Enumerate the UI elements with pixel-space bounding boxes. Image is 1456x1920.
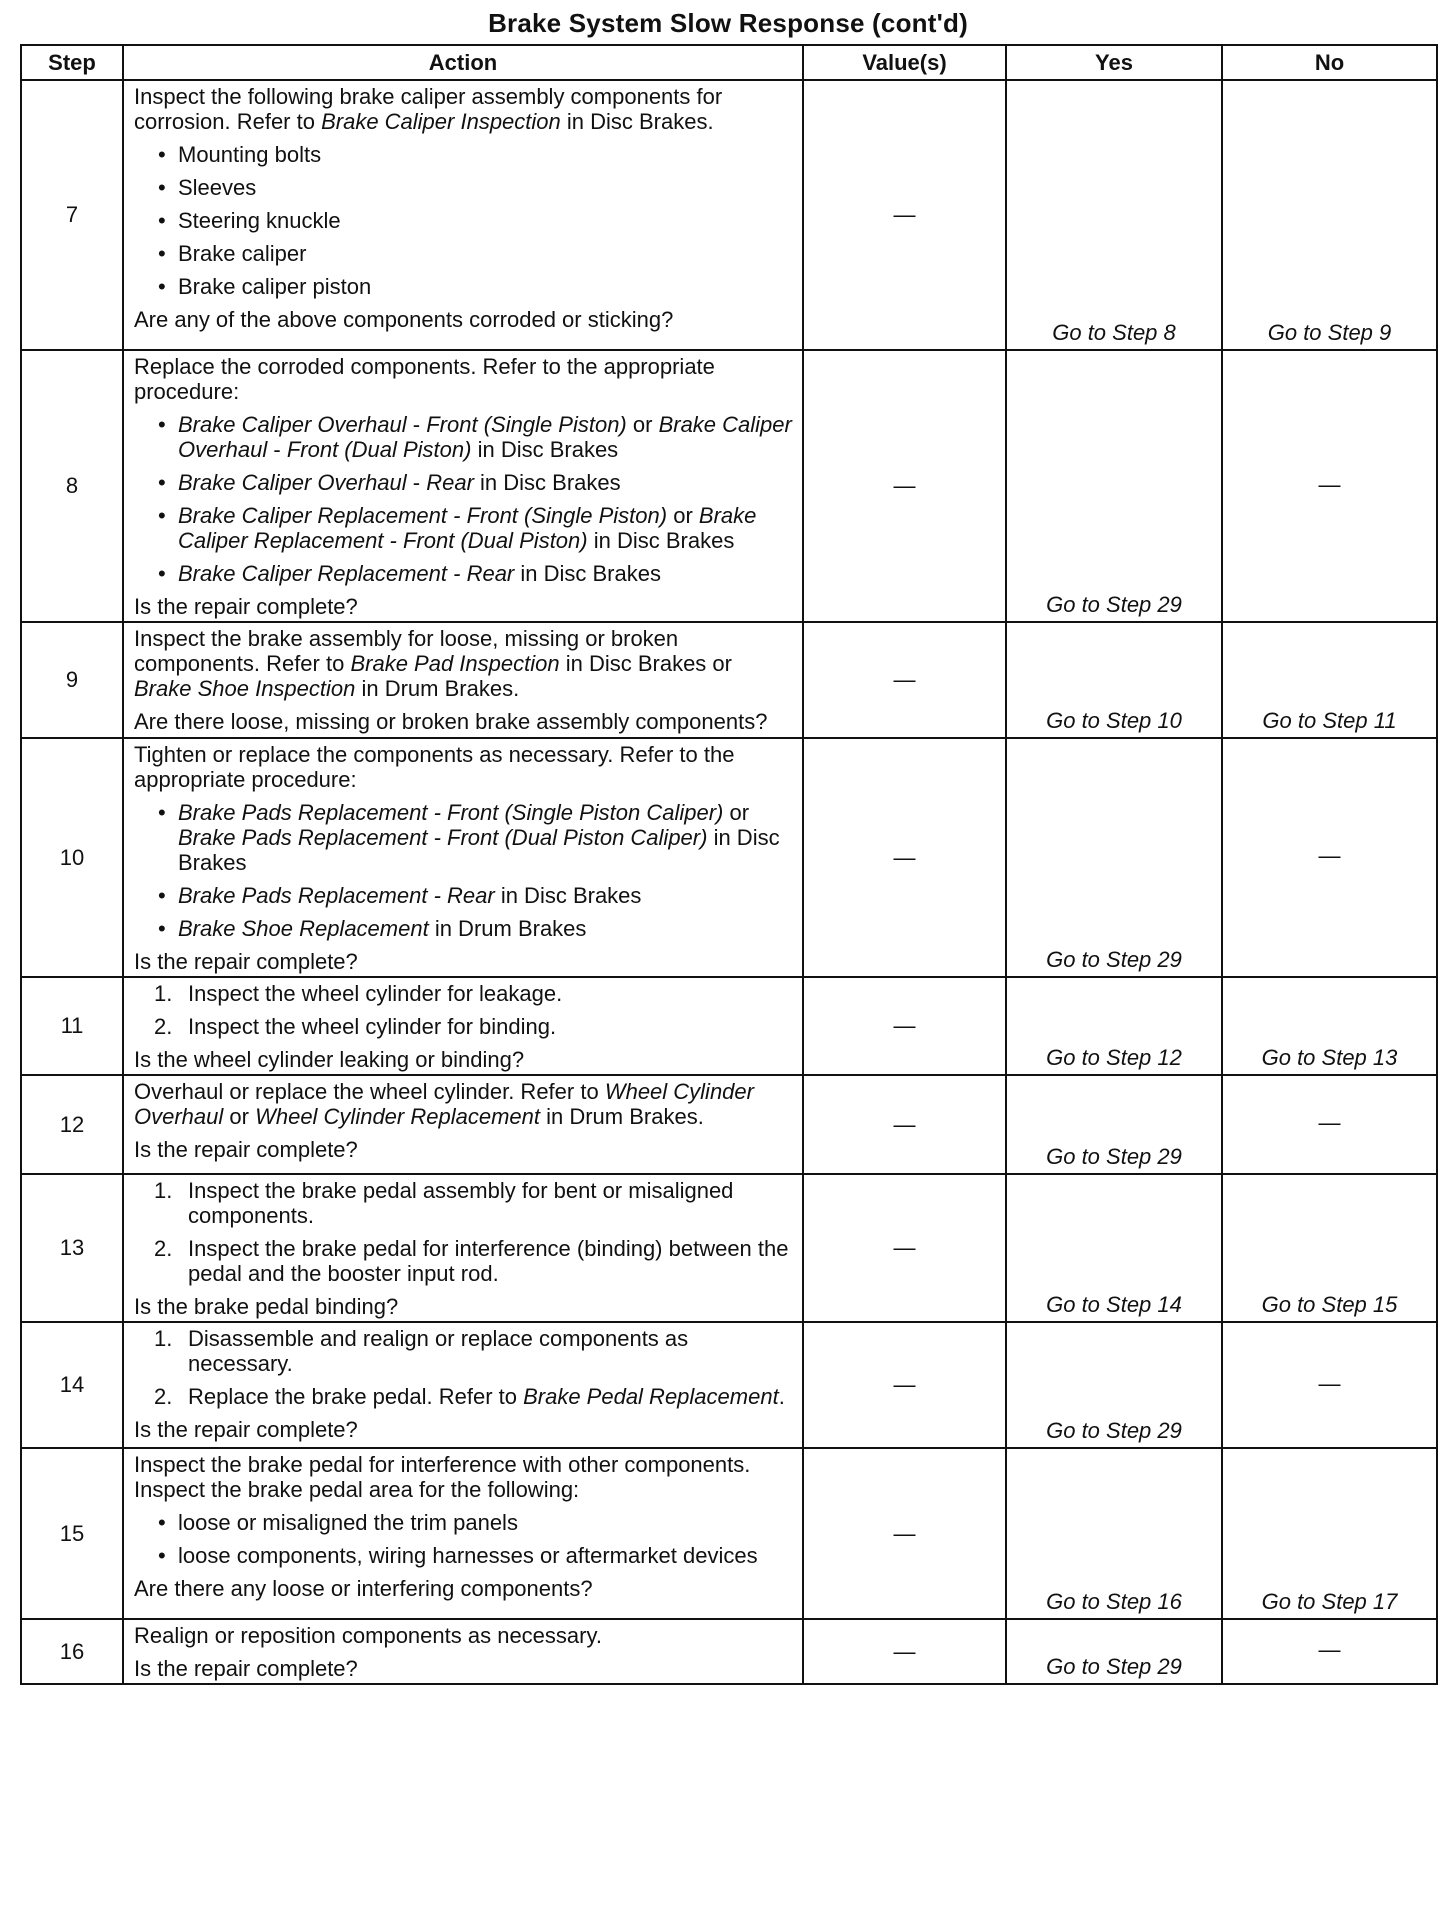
text-run: in Disc Brakes or: [559, 651, 732, 676]
text-run: Inspect the wheel cylinder for leakage.: [188, 981, 563, 1006]
text-run: Inspect the following brake caliper assembly components for corrosion. Refer to: [134, 84, 723, 134]
bullet-item: [134, 208, 794, 233]
action-cell: [123, 1448, 803, 1619]
step-number: 9: [21, 622, 123, 738]
table-row: [21, 738, 1437, 977]
value-cell: —: [803, 1619, 1006, 1684]
numbered-item: [134, 1236, 794, 1286]
action-question: Is the repair complete?: [134, 1656, 358, 1681]
step-number: 15: [21, 1448, 123, 1619]
action-cell: [123, 622, 803, 738]
step-number: 12: [21, 1075, 123, 1174]
item-number: 2.: [154, 1236, 173, 1261]
action-cell: [123, 1075, 803, 1174]
bullet-item: [134, 241, 794, 266]
reference-text: Brake Pads Replacement - Rear: [178, 883, 495, 908]
action-question: Is the repair complete?: [134, 1417, 358, 1442]
text-run: Overhaul or replace the wheel cylinder. Refer to: [134, 1079, 605, 1104]
action-intro: [134, 1079, 794, 1129]
header-yes: Yes: [1006, 45, 1222, 80]
item-number: 2.: [154, 1384, 173, 1409]
action-cell: [123, 1322, 803, 1448]
table-row: [21, 80, 1437, 350]
text-run: Inspect the brake pedal assembly for bent or misaligned components.: [188, 1178, 734, 1228]
action-cell: [123, 977, 803, 1075]
item-number: 1.: [154, 981, 173, 1006]
action-intro: [134, 1452, 794, 1502]
action-cell: [123, 738, 803, 977]
item-number: 1.: [154, 1326, 173, 1351]
text-run: in Disc Brakes: [178, 825, 780, 875]
no-cell: Go to Step 11: [1222, 622, 1437, 738]
step-number: 10: [21, 738, 123, 977]
numbered-item: [134, 1014, 794, 1039]
no-cell: —: [1222, 738, 1437, 977]
value-cell: —: [803, 350, 1006, 622]
text-run: or: [223, 1104, 256, 1129]
no-cell: —: [1222, 1075, 1437, 1174]
bullet-item: [134, 1543, 794, 1568]
value-cell: —: [803, 80, 1006, 350]
action-question: Is the repair complete?: [134, 594, 358, 619]
text-run: -: [267, 437, 287, 462]
text-run: in Disc Brakes: [587, 528, 735, 553]
bullet-list: [134, 142, 794, 299]
value-cell: —: [803, 977, 1006, 1075]
step-number: 11: [21, 977, 123, 1075]
reference-text: Brake Caliper Replacement - Front (Dual Piston): [178, 503, 757, 553]
bullet-item: [134, 561, 794, 586]
yes-cell: Go to Step 16: [1006, 1448, 1222, 1619]
text-run: in Disc Brakes: [473, 470, 621, 495]
reference-text: Brake Pad Inspection: [350, 651, 560, 676]
text-run: in Drum Brakes.: [539, 1104, 704, 1129]
yes-cell: Go to Step 29: [1006, 350, 1222, 622]
yes-cell: Go to Step 12: [1006, 977, 1222, 1075]
yes-cell: Go to Step 10: [1006, 622, 1222, 738]
text-run: or: [626, 412, 659, 437]
value-cell: —: [803, 1075, 1006, 1174]
bullet-item: [134, 274, 794, 299]
step-number: 16: [21, 1619, 123, 1684]
reference-text: Brake Caliper Replacement - Rear: [178, 561, 515, 586]
yes-cell: Go to Step 29: [1006, 1619, 1222, 1684]
text-run: in Disc Brakes: [494, 883, 642, 908]
text-run: in Disc Brakes.: [560, 109, 714, 134]
no-cell: Go to Step 15: [1222, 1174, 1437, 1322]
step-number: 14: [21, 1322, 123, 1448]
reference-text: Brake Shoe Replacement: [178, 916, 429, 941]
yes-cell: Go to Step 29: [1006, 1075, 1222, 1174]
header-values: Value(s): [803, 45, 1006, 80]
table-row: [21, 1075, 1437, 1174]
action-cell: [123, 1619, 803, 1684]
item-number: 2.: [154, 1014, 173, 1039]
table-row: [21, 1322, 1437, 1448]
step-number: 7: [21, 80, 123, 350]
text-run: Tighten or replace the components as necessary. Refer to the appropriate procedure:: [134, 742, 735, 792]
action-cell: [123, 350, 803, 622]
bullet-item: [134, 1510, 794, 1535]
page-title: Brake System Slow Response (cont'd): [488, 8, 968, 38]
text-run: Brake caliper: [178, 241, 307, 266]
action-question: Are any of the above components corroded or sticking?: [134, 307, 674, 332]
text-run: .: [778, 1384, 785, 1409]
action-intro: [134, 354, 794, 404]
no-cell: Go to Step 17: [1222, 1448, 1437, 1619]
text-run: Steering knuckle: [178, 208, 341, 233]
numbered-list: [134, 1178, 794, 1286]
text-run: loose or misaligned the trim panels: [178, 1510, 518, 1535]
text-run: Replace the brake pedal. Refer to: [188, 1384, 524, 1409]
value-cell: —: [803, 1448, 1006, 1619]
bullet-item: [134, 412, 794, 462]
text-run: or: [723, 800, 750, 825]
table-row: [21, 1448, 1437, 1619]
no-cell: —: [1222, 1322, 1437, 1448]
text-run: or: [667, 503, 699, 528]
bullet-item: [134, 175, 794, 200]
step-number: 13: [21, 1174, 123, 1322]
reference-text: Rear: [426, 470, 474, 495]
reference-text: Brake Caliper Replacement - Front (Single Piston): [178, 503, 668, 528]
no-cell: —: [1222, 350, 1437, 622]
table-row: [21, 1619, 1437, 1684]
text-run: Inspect the brake pedal for interference with other components. Inspect the brake pedal area for the following:: [134, 1452, 751, 1502]
no-cell: —: [1222, 1619, 1437, 1684]
reference-text: Front (Single Piston): [426, 412, 627, 437]
action-intro: [134, 626, 794, 701]
table-row: [21, 977, 1437, 1075]
text-run: in Drum Brakes.: [355, 676, 520, 701]
table-row: [21, 622, 1437, 738]
header-no: No: [1222, 45, 1437, 80]
numbered-list: [134, 981, 794, 1039]
text-run: Brake caliper piston: [178, 274, 372, 299]
action-cell: [123, 1174, 803, 1322]
diagnostic-table: [20, 44, 1438, 1685]
action-intro: [134, 742, 794, 792]
reference-text: Brake Shoe Inspection: [134, 676, 356, 701]
action-question: Is the repair complete?: [134, 949, 358, 974]
step-number: 8: [21, 350, 123, 622]
numbered-list: [134, 1326, 794, 1409]
text-run: Inspect the wheel cylinder for binding.: [188, 1014, 557, 1039]
table-header-row: [21, 45, 1437, 80]
text-run: -: [406, 470, 427, 495]
action-question: Are there loose, missing or broken brake assembly components?: [134, 709, 768, 734]
yes-cell: Go to Step 8: [1006, 80, 1222, 350]
text-run: Disassemble and realign or replace components as necessary.: [188, 1326, 689, 1376]
value-cell: —: [803, 1322, 1006, 1448]
text-run: loose components, wiring harnesses or aftermarket devices: [178, 1543, 758, 1568]
text-run: Inspect the brake pedal for interference (binding) between the pedal and the booster input rod.: [188, 1236, 789, 1286]
bullet-list: [134, 800, 794, 941]
value-cell: —: [803, 738, 1006, 977]
no-cell: Go to Step 13: [1222, 977, 1437, 1075]
numbered-item: [134, 1178, 794, 1228]
yes-cell: Go to Step 14: [1006, 1174, 1222, 1322]
text-run: Mounting bolts: [178, 142, 322, 167]
numbered-item: [134, 1384, 794, 1409]
bullet-item: [134, 503, 794, 553]
text-run: -: [406, 412, 427, 437]
table-row: [21, 350, 1437, 622]
text-run: Replace the corroded components. Refer to the appropriate procedure:: [134, 354, 715, 404]
item-number: 1.: [154, 1178, 173, 1203]
action-cell: [123, 80, 803, 350]
no-cell: Go to Step 9: [1222, 80, 1437, 350]
bullet-list: [134, 412, 794, 586]
reference-text: Brake Caliper Overhaul: [178, 470, 407, 495]
reference-text: Wheel Cylinder Replacement: [255, 1104, 540, 1129]
bullet-item: [134, 142, 794, 167]
reference-text: Brake Pads Replacement - Front (Single Piston Caliper): [178, 800, 724, 825]
bullet-list: [134, 1510, 794, 1568]
action-intro: [134, 84, 794, 134]
yes-cell: Go to Step 29: [1006, 738, 1222, 977]
header-action: Action: [123, 45, 803, 80]
table-row: [21, 1174, 1437, 1322]
reference-text: Brake Caliper Overhaul: [178, 412, 407, 437]
bullet-item: [134, 800, 794, 875]
text-run: Realign or reposition components as necessary.: [134, 1623, 602, 1648]
table-body: [21, 80, 1437, 1684]
text-run: Inspect the brake assembly for loose, missing or broken components. Refer to: [134, 626, 679, 676]
action-intro: [134, 1623, 794, 1648]
text-run: in Disc Brakes: [471, 437, 619, 462]
bullet-item: [134, 470, 794, 495]
bullet-item: [134, 883, 794, 908]
value-cell: —: [803, 1174, 1006, 1322]
reference-text: Brake Caliper Inspection: [321, 109, 561, 134]
action-question: Is the brake pedal binding?: [134, 1294, 399, 1319]
numbered-item: [134, 981, 794, 1006]
bullet-item: [134, 916, 794, 941]
reference-text: Front (Dual Piston): [286, 437, 472, 462]
action-question: Is the repair complete?: [134, 1137, 358, 1162]
text-run: Sleeves: [178, 175, 257, 200]
text-run: in Disc Brakes: [514, 561, 661, 586]
reference-text: Wheel Cylinder Overhaul: [134, 1079, 754, 1129]
value-cell: —: [803, 622, 1006, 738]
action-question: Is the wheel cylinder leaking or binding?: [134, 1047, 525, 1072]
header-step: Step: [21, 45, 123, 80]
reference-text: Brake Pads Replacement - Front (Dual Piston Caliper): [178, 825, 708, 850]
numbered-item: [134, 1326, 794, 1376]
reference-text: Brake Pedal Replacement: [523, 1384, 779, 1409]
yes-cell: Go to Step 29: [1006, 1322, 1222, 1448]
action-question: Are there any loose or interfering components?: [134, 1576, 593, 1601]
text-run: in Drum Brakes: [428, 916, 587, 941]
reference-text: Brake Caliper Overhaul: [178, 412, 792, 462]
